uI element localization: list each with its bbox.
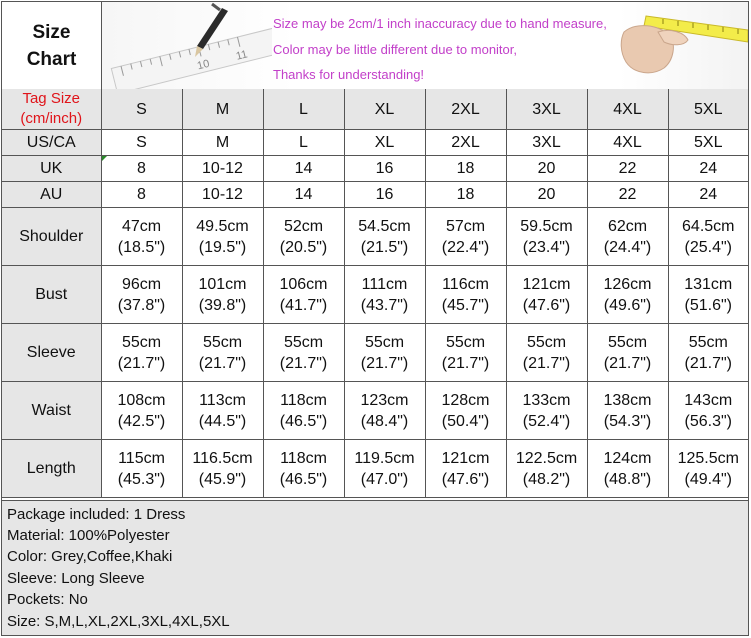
measurement-cm: 118cm — [280, 391, 327, 409]
measurement-cm: 126cm — [603, 275, 652, 293]
measurement-cell — [668, 440, 748, 498]
measurement-inch: (45.3") — [117, 470, 166, 488]
measurement-cm: 124cm — [603, 449, 652, 467]
table-cell: 14 — [263, 156, 344, 182]
measurement-cell — [506, 324, 587, 382]
measurement-inch: (18.5") — [117, 238, 166, 256]
chart-header — [2, 2, 748, 90]
measurement-cell — [182, 440, 263, 498]
table-cell: 8 — [101, 182, 182, 208]
chart-title-line2: Chart — [26, 48, 77, 70]
measurement-label: Bust — [2, 266, 101, 324]
measurement-cell — [668, 382, 748, 440]
measurement-cm: 108cm — [117, 391, 166, 409]
tag-size-cell: 2XL — [425, 89, 506, 130]
table-cell: 18 — [425, 182, 506, 208]
measurement-label: Waist — [2, 382, 101, 440]
measurement-inch: (41.7") — [279, 296, 328, 314]
tag-size-cell: S — [101, 89, 182, 130]
measurement-inch: (43.7") — [360, 296, 409, 314]
measurement-cm: 121cm — [441, 449, 490, 467]
measurement-cm: 55cm — [688, 333, 728, 351]
measurement-inch: (44.5") — [198, 412, 247, 430]
table-cell: 16 — [344, 156, 425, 182]
measurement-row-waist — [2, 382, 748, 440]
measurement-inch: (21.7") — [522, 354, 571, 372]
table-cell: M — [182, 130, 263, 156]
measurement-inch: (45.9") — [198, 470, 247, 488]
table-cell: 4XL — [587, 130, 668, 156]
note-thanks: Thanks for understanding! — [273, 67, 425, 82]
measurement-cell — [425, 382, 506, 440]
info-color: Color: Grey,Coffee,Khaki — [7, 548, 173, 565]
measurement-inch: (49.6") — [603, 296, 652, 314]
measurement-cell — [425, 324, 506, 382]
note-measure-inaccuracy: Size may be 2cm/1 inch inaccuracy due to hand measure, — [273, 16, 607, 31]
measurement-inch: (51.6") — [684, 296, 732, 314]
measurement-cell — [668, 266, 748, 324]
table-cell: XL — [344, 130, 425, 156]
measurement-inch: (45.7") — [441, 296, 490, 314]
measurement-inch: (46.5") — [279, 470, 328, 488]
measurement-cm: 115cm — [118, 449, 165, 467]
measurement-inch: (37.8") — [117, 296, 166, 314]
measurement-cell — [668, 324, 748, 382]
measurement-cm: 55cm — [283, 333, 324, 351]
measurement-cell — [587, 266, 668, 324]
measurement-cm: 55cm — [364, 333, 405, 351]
measurement-cell — [506, 208, 587, 266]
measurement-cell — [182, 324, 263, 382]
hand-tape-measure-icon — [618, 2, 748, 89]
ruler-pen-icon — [102, 2, 272, 89]
tag-size-cell: M — [182, 89, 263, 130]
measurement-inch: (47.6") — [441, 470, 490, 488]
measurement-cell — [344, 266, 425, 324]
measurement-cm: 133cm — [522, 391, 571, 409]
tag-size-cell: XL — [344, 89, 425, 130]
measurement-inch: (21.7") — [684, 354, 732, 372]
tag-size-cell: L — [263, 89, 344, 130]
measurement-cell — [668, 208, 748, 266]
note-color-difference: Color may be little different due to monitor, — [273, 42, 517, 57]
table-cell: 5XL — [668, 130, 748, 156]
table-cell: 3XL — [506, 130, 587, 156]
table-cell-text: 8 — [137, 160, 146, 177]
measurement-inch: (52.4") — [522, 412, 571, 430]
measurement-cell — [506, 266, 587, 324]
measurement-row-bust — [2, 266, 748, 324]
chart-title — [2, 2, 102, 89]
measurement-cell — [263, 266, 344, 324]
table-cell: 20 — [506, 156, 587, 182]
table-cell: 24 — [668, 156, 748, 182]
measurement-cm: 55cm — [526, 333, 567, 351]
measurement-cm: 55cm — [202, 333, 243, 351]
measurement-cm: 116.5cm — [192, 449, 253, 467]
measurement-cm: 55cm — [607, 333, 648, 351]
size-chart — [1, 1, 749, 636]
measurement-cm: 131cm — [684, 275, 733, 293]
info-package: Package included: 1 Dress — [7, 506, 186, 523]
measurement-inch: (50.4") — [441, 412, 490, 430]
measurement-cell — [101, 266, 182, 324]
measurement-row-sleeve — [2, 324, 748, 382]
measurement-cell — [263, 382, 344, 440]
measurement-inch: (48.2") — [522, 470, 571, 488]
uk-row — [2, 156, 748, 182]
tag-size-label — [2, 89, 101, 130]
info-pockets: Pockets: No — [7, 591, 88, 608]
measurement-row-shoulder — [2, 208, 748, 266]
tag-size-row — [2, 89, 748, 130]
tag-size-label-line1: Tag Size — [22, 90, 81, 107]
measurement-cell — [101, 382, 182, 440]
measurement-cm: 128cm — [441, 391, 490, 409]
tag-size-label-line2: (cm/inch) — [20, 110, 83, 127]
measurement-cm: 55cm — [445, 333, 486, 351]
us-ca-label: US/CA — [2, 130, 101, 156]
measurement-cell — [263, 440, 344, 498]
measurement-cm: 49.5cm — [196, 217, 249, 235]
table-cell: 22 — [587, 156, 668, 182]
measurement-inch: (21.7") — [279, 354, 328, 372]
measurement-cell — [263, 324, 344, 382]
measurement-cm: 55cm — [121, 333, 162, 351]
measurement-inch: (42.5") — [117, 412, 166, 430]
table-cell: 22 — [587, 182, 668, 208]
table-cell: 18 — [425, 156, 506, 182]
measurement-inch: (54.3") — [603, 412, 652, 430]
measurement-inch: (49.4") — [684, 470, 732, 488]
measurement-inch: (19.5") — [198, 238, 247, 256]
measurement-cell — [101, 440, 182, 498]
measurement-cm: 101cm — [198, 275, 247, 293]
chart-title-line1: Size — [32, 21, 71, 43]
measurement-inch: (21.5") — [360, 238, 409, 256]
measurement-label: Length — [2, 440, 101, 498]
measurement-cell — [425, 440, 506, 498]
measurement-cell — [344, 382, 425, 440]
table-cell: S — [101, 130, 182, 156]
measurement-cell — [587, 382, 668, 440]
table-cell: 14 — [263, 182, 344, 208]
measurement-cm: 121cm — [522, 275, 571, 293]
measurement-cell — [344, 324, 425, 382]
tag-size-cell: 5XL — [668, 89, 748, 130]
measurement-cell — [425, 266, 506, 324]
measurement-cell — [101, 208, 182, 266]
measurement-cm: 119.5cm — [354, 449, 415, 467]
us-ca-row — [2, 130, 748, 156]
measurement-cm: 125.5cm — [677, 449, 739, 467]
ruler-number-10: 10 — [195, 57, 211, 73]
product-info — [2, 500, 748, 635]
measurement-inch: (21.7") — [441, 354, 490, 372]
measurement-cell — [587, 324, 668, 382]
au-label: AU — [2, 182, 101, 208]
measurement-inch: (22.4") — [441, 238, 490, 256]
measurement-cell — [182, 208, 263, 266]
au-row — [2, 182, 748, 208]
table-cell: 20 — [506, 182, 587, 208]
measurement-inch: (24.4") — [603, 238, 652, 256]
measurement-cm: 64.5cm — [682, 217, 735, 235]
measurement-cell — [506, 440, 587, 498]
measurement-cm: 143cm — [684, 391, 733, 409]
measurement-inch: (23.4") — [522, 238, 571, 256]
measurement-cell — [182, 266, 263, 324]
tag-size-cell: 4XL — [587, 89, 668, 130]
table-cell — [101, 156, 182, 182]
measurement-row-length — [2, 440, 748, 498]
cell-comment-marker — [102, 156, 107, 161]
measurement-inch: (21.7") — [117, 354, 166, 372]
measurement-cell — [344, 440, 425, 498]
measurement-cell — [425, 208, 506, 266]
measurement-inch: (21.7") — [198, 354, 247, 372]
info-material: Material: 100%Polyester — [7, 527, 170, 544]
measurement-inch: (48.4") — [360, 412, 409, 430]
measurement-label: Shoulder — [2, 208, 101, 266]
measurement-cm: 54.5cm — [358, 217, 411, 235]
measurement-cell — [506, 382, 587, 440]
uk-label: UK — [2, 156, 101, 182]
measurement-inch: (48.8") — [603, 470, 652, 488]
measurement-cm: 113cm — [199, 391, 246, 409]
measurement-cm: 116cm — [442, 275, 489, 293]
measurement-cm: 47cm — [121, 217, 162, 235]
measurement-cm: 118cm — [280, 449, 327, 467]
table-cell: 10-12 — [182, 156, 263, 182]
table-cell: 16 — [344, 182, 425, 208]
measurement-inch: (47.0") — [360, 470, 409, 488]
measurement-cell — [182, 382, 263, 440]
table-cell: L — [263, 130, 344, 156]
measurement-cell — [263, 208, 344, 266]
info-sleeve: Sleeve: Long Sleeve — [7, 570, 145, 587]
measurement-inch: (56.3") — [684, 412, 732, 430]
table-cell: 10-12 — [182, 182, 263, 208]
measurement-cm: 57cm — [445, 217, 486, 235]
measurement-cm: 59.5cm — [520, 217, 573, 235]
ruler-number-11: 11 — [234, 48, 249, 63]
measurement-inch: (21.7") — [603, 354, 652, 372]
measurement-cm: 106cm — [279, 275, 328, 293]
tag-size-cell: 3XL — [506, 89, 587, 130]
measurement-cm: 96cm — [121, 275, 162, 293]
measurement-inch: (25.4") — [684, 238, 732, 256]
measurement-label: Sleeve — [2, 324, 101, 382]
measurement-cell — [101, 324, 182, 382]
measurement-cm: 138cm — [603, 391, 652, 409]
info-sizes: Size: S,M,L,XL,2XL,3XL,4XL,5XL — [7, 613, 230, 630]
measurement-cm: 123cm — [360, 391, 409, 409]
measurement-cell — [344, 208, 425, 266]
measurement-cm: 52cm — [283, 217, 324, 235]
measurement-inch: (39.8") — [198, 296, 247, 314]
measurement-cm: 111cm — [361, 275, 408, 293]
measurement-rows — [2, 208, 748, 498]
measurement-cell — [587, 440, 668, 498]
table-cell: 24 — [668, 182, 748, 208]
measurement-cell — [587, 208, 668, 266]
measurement-inch: (46.5") — [279, 412, 328, 430]
measurement-cm: 122.5cm — [515, 449, 578, 467]
measurement-notes-banner — [102, 2, 748, 89]
table-cell: 2XL — [425, 130, 506, 156]
measurement-cm: 62cm — [607, 217, 648, 235]
measurement-inch: (21.7") — [360, 354, 409, 372]
measurement-inch: (47.6") — [522, 296, 571, 314]
size-table — [2, 89, 748, 498]
measurement-inch: (20.5") — [279, 238, 328, 256]
